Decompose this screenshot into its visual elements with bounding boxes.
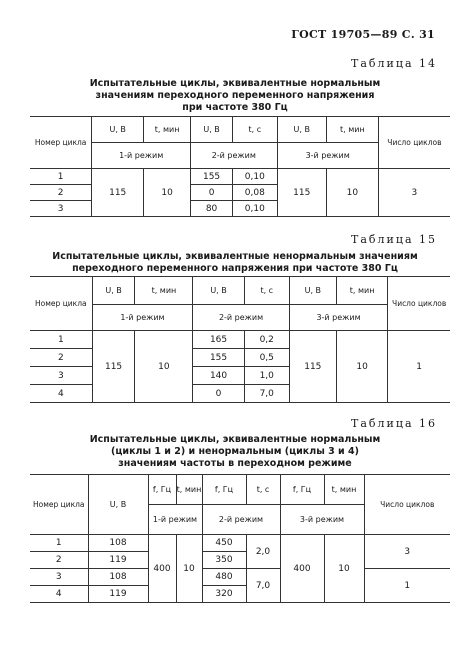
header-t1: t, мин [176,475,202,505]
mode1-voltage: 115 [92,331,135,403]
mode2-time-b: 7,0 [246,569,280,603]
header-f2: f, Гц [202,475,246,505]
header-cycle-count: Число циклов [378,117,450,169]
mode2-frequency: 350 [202,552,246,569]
header-u2: U, В [191,117,233,143]
mode2-time: 0,2 [244,331,289,349]
mode2-time: 0,10 [233,169,277,185]
cycle-number: 2 [30,349,92,367]
voltage: 119 [88,586,148,603]
mode2-frequency: 450 [202,535,246,552]
mode1-time: 10 [176,535,202,603]
mode3-time: 10 [326,169,378,217]
header-cycle-number: Номер цикла [30,277,92,331]
header-u2: U, В [193,277,244,305]
header-t2: t, с [233,117,277,143]
cycle-count-a: 3 [364,535,450,569]
mode3-time: 10 [336,331,387,403]
mode-2: 2-й режим [193,305,289,331]
mode2-time-a: 2,0 [246,535,280,569]
table-14-title: Испытательные циклы, эквивалентные нормальным значениям переходного переменного напряжения при частоте 380 Гц [89,78,381,113]
cycle-number: 3 [30,367,92,385]
header-t2: t, с [244,277,289,305]
cycle-number: 4 [30,586,88,603]
cycle-count: 1 [388,331,450,403]
header-cycle-number: Номер цикла [30,475,88,535]
cycle-number: 2 [30,185,92,201]
mode-1: 1-й режим [148,505,202,535]
mode3-frequency: 400 [280,535,324,603]
mode-3: 3-й режим [280,505,364,535]
mode2-voltage: 165 [193,331,244,349]
table-15-label: Таблица 15 [351,233,437,246]
header-u3: U, В [289,277,336,305]
mode2-time: 0,5 [244,349,289,367]
mode-2: 2-й режим [202,505,280,535]
voltage: 119 [88,552,148,569]
table-15 [30,276,450,403]
mode2-voltage: 0 [193,385,244,403]
header-t1: t, мин [144,117,191,143]
mode2-voltage: 80 [191,201,233,217]
mode1-frequency: 400 [148,535,176,603]
header-u3: U, В [277,117,326,143]
table-15-title: Испытательные циклы, эквивалентные ненормальным значениям переходного переменного напряжения при частоте 380 Гц [52,251,418,274]
mode1-voltage: 115 [92,169,144,217]
table-16 [30,474,450,603]
mode2-frequency: 320 [202,586,246,603]
mode3-voltage: 115 [289,331,336,403]
mode2-voltage: 140 [193,367,244,385]
page-header: ГОСТ 19705—89 С. 31 [291,28,435,41]
cycle-count-b: 1 [364,569,450,603]
mode-3: 3-й режим [277,143,378,169]
mode2-voltage: 155 [193,349,244,367]
cycle-number: 3 [30,569,88,586]
cycle-number: 1 [30,331,92,349]
cycle-number: 4 [30,385,92,403]
mode-1: 1-й режим [92,143,191,169]
mode2-frequency: 480 [202,569,246,586]
header-t1: t, мин [135,277,193,305]
mode3-voltage: 115 [277,169,326,217]
mode-1: 1-й режим [92,305,193,331]
mode-3: 3-й режим [289,305,388,331]
header-cycle-count: Число циклов [364,475,450,535]
mode1-time: 10 [144,169,191,217]
mode2-time: 0,10 [233,201,277,217]
header-t2: t, с [246,475,280,505]
mode2-time: 1,0 [244,367,289,385]
mode2-voltage: 0 [191,185,233,201]
mode2-voltage: 155 [191,169,233,185]
cycle-number: 3 [30,201,92,217]
header-u1: U, В [92,277,135,305]
header-t3: t, мин [336,277,387,305]
table-16-title: Испытательные циклы, эквивалентные нормальным (циклы 1 и 2) и ненормальным (циклы 3 и 4) значениям частоты в переходном режиме [89,434,381,469]
cycle-number: 1 [30,169,92,185]
header-u1: U, В [92,117,144,143]
header-cycle-number: Номер цикла [30,117,92,169]
mode1-time: 10 [135,331,193,403]
header-f3: f, Гц [280,475,324,505]
header-u: U, В [88,475,148,535]
voltage: 108 [88,535,148,552]
cycle-number: 2 [30,552,88,569]
table-14 [30,116,450,217]
mode-2: 2-й режим [191,143,277,169]
cycle-number: 1 [30,535,88,552]
header-cycle-count: Число циклов [388,277,450,331]
header-t3: t, мин [326,117,378,143]
mode3-time: 10 [324,535,364,603]
voltage: 108 [88,569,148,586]
table-14-label: Таблица 14 [351,57,437,70]
table-16-label: Таблица 16 [351,417,437,430]
mode2-time: 7,0 [244,385,289,403]
header-f1: f, Гц [148,475,176,505]
mode2-time: 0,08 [233,185,277,201]
cycle-count: 3 [378,169,450,217]
header-t3: t, мин [324,475,364,505]
